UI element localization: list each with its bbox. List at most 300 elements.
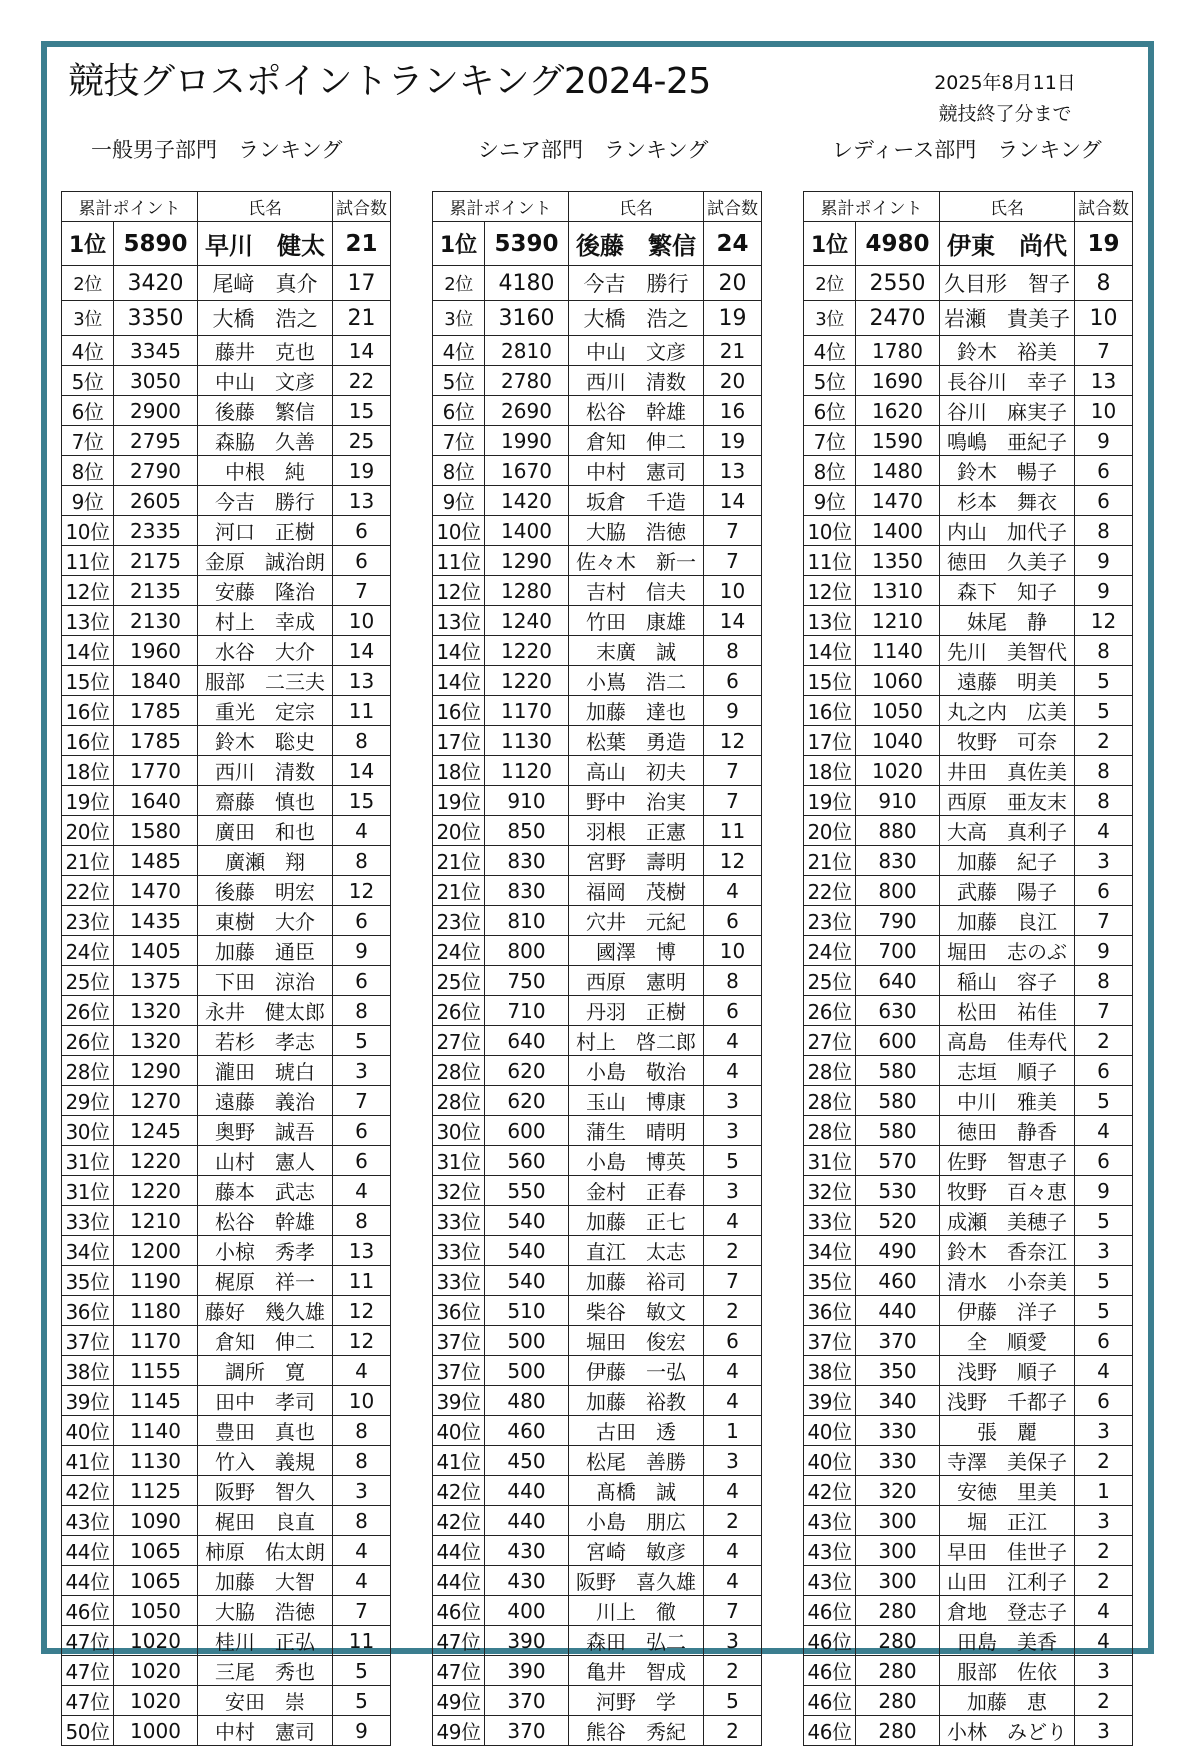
rank-cell: 40位 bbox=[433, 1416, 485, 1446]
points-cell: 300 bbox=[856, 1566, 940, 1596]
points-cell: 280 bbox=[856, 1596, 940, 1626]
rank-cell: 24位 bbox=[433, 936, 485, 966]
name-cell: 小島 朋広 bbox=[569, 1506, 704, 1536]
rank-cell: 15位 bbox=[62, 666, 114, 696]
name-cell: 田中 孝司 bbox=[198, 1386, 333, 1416]
ranking-row bbox=[804, 426, 1133, 456]
points-cell: 1020 bbox=[114, 1656, 198, 1686]
games-cell: 12 bbox=[333, 876, 391, 906]
points-cell: 1320 bbox=[114, 996, 198, 1026]
games-cell: 22 bbox=[333, 366, 391, 396]
points-cell: 2810 bbox=[485, 336, 569, 366]
games-cell: 8 bbox=[333, 726, 391, 756]
rank-cell: 1位 bbox=[62, 222, 114, 266]
general-section-heading: 一般男子部門 ランキング bbox=[91, 138, 343, 162]
name-column-header: 氏名 bbox=[940, 192, 1075, 222]
rank-cell: 33位 bbox=[62, 1206, 114, 1236]
games-cell: 19 bbox=[333, 456, 391, 486]
ranking-row bbox=[433, 1236, 762, 1266]
points-cell: 1220 bbox=[485, 666, 569, 696]
rank-cell: 33位 bbox=[433, 1236, 485, 1266]
points-cell: 1050 bbox=[856, 696, 940, 726]
name-cell: 浅野 千都子 bbox=[940, 1386, 1075, 1416]
points-cell: 2900 bbox=[114, 396, 198, 426]
ranking-row bbox=[433, 1386, 762, 1416]
ranking-row bbox=[433, 266, 762, 301]
rank-cell: 49位 bbox=[433, 1716, 485, 1746]
name-cell: 桂川 正弘 bbox=[198, 1626, 333, 1656]
name-column-header: 氏名 bbox=[569, 192, 704, 222]
rank-cell: 13位 bbox=[804, 606, 856, 636]
points-cell: 430 bbox=[485, 1566, 569, 1596]
points-cell: 1140 bbox=[856, 636, 940, 666]
ladies-section-heading: レディース部門 ランキング bbox=[832, 138, 1102, 162]
points-cell: 560 bbox=[485, 1146, 569, 1176]
name-cell: 加藤 裕教 bbox=[569, 1386, 704, 1416]
games-cell: 3 bbox=[1075, 846, 1133, 876]
ranking-row bbox=[804, 1296, 1133, 1326]
points-cell: 1125 bbox=[114, 1476, 198, 1506]
points-cell: 540 bbox=[485, 1266, 569, 1296]
name-cell: 阪野 智久 bbox=[198, 1476, 333, 1506]
rank-cell: 7位 bbox=[804, 426, 856, 456]
rank-cell: 25位 bbox=[433, 966, 485, 996]
points-cell: 800 bbox=[856, 876, 940, 906]
games-cell: 3 bbox=[333, 1056, 391, 1086]
ranking-row bbox=[804, 366, 1133, 396]
games-cell: 15 bbox=[333, 396, 391, 426]
rank-cell: 25位 bbox=[62, 966, 114, 996]
games-cell: 7 bbox=[333, 1086, 391, 1116]
ranking-row bbox=[62, 1536, 391, 1566]
games-cell: 5 bbox=[1075, 1266, 1133, 1296]
games-cell: 2 bbox=[704, 1716, 762, 1746]
name-cell: 大脇 浩徳 bbox=[569, 516, 704, 546]
ranking-row bbox=[804, 1206, 1133, 1236]
ranking-row bbox=[62, 846, 391, 876]
games-cell: 8 bbox=[333, 1416, 391, 1446]
ranking-row bbox=[62, 726, 391, 756]
rank-cell: 27位 bbox=[804, 1026, 856, 1056]
games-cell: 7 bbox=[704, 756, 762, 786]
ranking-row bbox=[433, 996, 762, 1026]
ranking-row bbox=[62, 1086, 391, 1116]
games-cell: 12 bbox=[333, 1296, 391, 1326]
name-cell: 倉知 伸二 bbox=[198, 1326, 333, 1356]
points-cell: 1155 bbox=[114, 1356, 198, 1386]
name-cell: 梶田 良直 bbox=[198, 1506, 333, 1536]
name-cell: 堀田 志のぶ bbox=[940, 936, 1075, 966]
ranking-row bbox=[433, 301, 762, 336]
ranking-row bbox=[804, 576, 1133, 606]
games-cell: 9 bbox=[333, 936, 391, 966]
games-cell: 8 bbox=[1075, 516, 1133, 546]
name-cell: 倉地 登志子 bbox=[940, 1596, 1075, 1626]
rank-cell: 41位 bbox=[433, 1446, 485, 1476]
name-cell: 清水 小奈美 bbox=[940, 1266, 1075, 1296]
ranking-row bbox=[62, 1446, 391, 1476]
games-cell: 6 bbox=[333, 1146, 391, 1176]
rank-cell: 15位 bbox=[804, 666, 856, 696]
rank-cell: 17位 bbox=[804, 726, 856, 756]
games-cell: 9 bbox=[333, 1716, 391, 1746]
rank-cell: 49位 bbox=[433, 1686, 485, 1716]
name-cell: 鈴木 裕美 bbox=[940, 336, 1075, 366]
name-cell: 杉本 舞衣 bbox=[940, 486, 1075, 516]
games-cell: 4 bbox=[333, 816, 391, 846]
name-cell: 丸之内 広美 bbox=[940, 696, 1075, 726]
points-cell: 1960 bbox=[114, 636, 198, 666]
points-cell: 520 bbox=[856, 1206, 940, 1236]
ranking-row bbox=[62, 816, 391, 846]
games-cell: 11 bbox=[333, 1626, 391, 1656]
ranking-row bbox=[62, 1596, 391, 1626]
points-cell: 300 bbox=[856, 1536, 940, 1566]
rank-cell: 14位 bbox=[433, 666, 485, 696]
ranking-row bbox=[433, 1206, 762, 1236]
ranking-row bbox=[804, 1386, 1133, 1416]
points-cell: 1405 bbox=[114, 936, 198, 966]
rank-cell: 34位 bbox=[804, 1236, 856, 1266]
ranking-row bbox=[804, 486, 1133, 516]
ranking-row bbox=[433, 456, 762, 486]
rank-cell: 21位 bbox=[433, 846, 485, 876]
points-cell: 1485 bbox=[114, 846, 198, 876]
points-cell: 2780 bbox=[485, 366, 569, 396]
ranking-row bbox=[62, 996, 391, 1026]
name-cell: 遠藤 義治 bbox=[198, 1086, 333, 1116]
name-cell: 古田 透 bbox=[569, 1416, 704, 1446]
name-cell: 伊東 尚代 bbox=[940, 222, 1075, 266]
points-cell: 440 bbox=[485, 1506, 569, 1536]
points-cell: 1170 bbox=[114, 1326, 198, 1356]
name-cell: 徳田 静香 bbox=[940, 1116, 1075, 1146]
rank-cell: 11位 bbox=[62, 546, 114, 576]
name-cell: 山村 憲人 bbox=[198, 1146, 333, 1176]
name-cell: 坂倉 千造 bbox=[569, 486, 704, 516]
page-title: 競技グロスポイントランキング2024-25 bbox=[68, 61, 711, 102]
ranking-row bbox=[804, 222, 1133, 266]
ranking-row bbox=[433, 1416, 762, 1446]
points-cell: 1170 bbox=[485, 696, 569, 726]
name-cell: 若杉 孝志 bbox=[198, 1026, 333, 1056]
points-cell: 1020 bbox=[856, 756, 940, 786]
points-cell: 1470 bbox=[114, 876, 198, 906]
rank-cell: 31位 bbox=[62, 1146, 114, 1176]
name-cell: 吉村 信夫 bbox=[569, 576, 704, 606]
games-cell: 16 bbox=[704, 396, 762, 426]
rank-cell: 24位 bbox=[804, 936, 856, 966]
ranking-row bbox=[62, 486, 391, 516]
rank-cell: 43位 bbox=[62, 1506, 114, 1536]
rank-cell: 12位 bbox=[804, 576, 856, 606]
points-cell: 1990 bbox=[485, 426, 569, 456]
name-cell: 先川 美智代 bbox=[940, 636, 1075, 666]
name-cell: 瀧田 琥白 bbox=[198, 1056, 333, 1086]
points-cell: 1580 bbox=[114, 816, 198, 846]
ranking-row bbox=[62, 636, 391, 666]
points-cell: 1040 bbox=[856, 726, 940, 756]
rank-cell: 38位 bbox=[804, 1356, 856, 1386]
name-cell: 堀 正江 bbox=[940, 1506, 1075, 1536]
points-cell: 2550 bbox=[856, 266, 940, 301]
games-cell: 8 bbox=[333, 996, 391, 1026]
ranking-row bbox=[433, 1596, 762, 1626]
games-cell: 10 bbox=[1075, 301, 1133, 336]
games-cell: 19 bbox=[704, 301, 762, 336]
ranking-row bbox=[62, 1566, 391, 1596]
name-cell: 河野 学 bbox=[569, 1686, 704, 1716]
name-cell: 服部 佐依 bbox=[940, 1656, 1075, 1686]
ranking-row bbox=[62, 606, 391, 636]
games-cell: 5 bbox=[1075, 1296, 1133, 1326]
points-cell: 500 bbox=[485, 1326, 569, 1356]
rank-cell: 32位 bbox=[804, 1176, 856, 1206]
games-cell: 7 bbox=[704, 516, 762, 546]
games-cell: 8 bbox=[1075, 756, 1133, 786]
points-cell: 810 bbox=[485, 906, 569, 936]
points-cell: 1220 bbox=[485, 636, 569, 666]
points-cell: 1240 bbox=[485, 606, 569, 636]
games-cell: 4 bbox=[333, 1356, 391, 1386]
points-cell: 1130 bbox=[485, 726, 569, 756]
points-cell: 1050 bbox=[114, 1596, 198, 1626]
games-cell: 2 bbox=[1075, 1566, 1133, 1596]
games-cell: 14 bbox=[333, 636, 391, 666]
rank-cell: 42位 bbox=[433, 1476, 485, 1506]
points-cell: 580 bbox=[856, 1086, 940, 1116]
name-cell: 福岡 茂樹 bbox=[569, 876, 704, 906]
games-cell: 11 bbox=[333, 1266, 391, 1296]
games-cell: 9 bbox=[1075, 936, 1133, 966]
rank-cell: 26位 bbox=[433, 996, 485, 1026]
points-cell: 1190 bbox=[114, 1266, 198, 1296]
rank-cell: 18位 bbox=[804, 756, 856, 786]
name-cell: 加藤 恵 bbox=[940, 1686, 1075, 1716]
name-cell: 大橋 浩之 bbox=[198, 301, 333, 336]
name-cell: 西原 亜友末 bbox=[940, 786, 1075, 816]
ranking-row bbox=[804, 906, 1133, 936]
ranking-row bbox=[62, 1266, 391, 1296]
rank-cell: 47位 bbox=[433, 1626, 485, 1656]
games-cell: 3 bbox=[704, 1116, 762, 1146]
rank-cell: 23位 bbox=[62, 906, 114, 936]
rank-cell: 33位 bbox=[433, 1206, 485, 1236]
points-cell: 390 bbox=[485, 1626, 569, 1656]
name-cell: 奥野 誠吾 bbox=[198, 1116, 333, 1146]
games-cell: 6 bbox=[333, 1116, 391, 1146]
ranking-row bbox=[433, 636, 762, 666]
name-cell: 西川 清数 bbox=[198, 756, 333, 786]
games-cell: 4 bbox=[704, 876, 762, 906]
name-cell: 松谷 幹雄 bbox=[198, 1206, 333, 1236]
rank-cell: 28位 bbox=[804, 1086, 856, 1116]
ranking-row bbox=[433, 336, 762, 366]
points-cell: 1210 bbox=[856, 606, 940, 636]
games-cell: 10 bbox=[1075, 396, 1133, 426]
points-cell: 580 bbox=[856, 1056, 940, 1086]
ranking-row bbox=[804, 546, 1133, 576]
ranking-row bbox=[433, 1626, 762, 1656]
rank-cell: 47位 bbox=[62, 1626, 114, 1656]
points-cell: 830 bbox=[485, 876, 569, 906]
name-cell: 佐野 智恵子 bbox=[940, 1146, 1075, 1176]
ranking-row bbox=[62, 266, 391, 301]
rank-cell: 8位 bbox=[62, 456, 114, 486]
points-cell: 640 bbox=[856, 966, 940, 996]
date-line: 2025年8月11日 bbox=[934, 72, 1076, 94]
games-cell: 5 bbox=[1075, 666, 1133, 696]
name-cell: 内山 加代子 bbox=[940, 516, 1075, 546]
name-cell: 後藤 繁信 bbox=[569, 222, 704, 266]
ranking-row bbox=[62, 1506, 391, 1536]
rank-cell: 2位 bbox=[62, 266, 114, 301]
name-cell: 竹田 康雄 bbox=[569, 606, 704, 636]
games-cell: 2 bbox=[1075, 1686, 1133, 1716]
points-cell: 500 bbox=[485, 1356, 569, 1386]
rank-cell: 11位 bbox=[804, 546, 856, 576]
name-cell: 大橋 浩之 bbox=[569, 301, 704, 336]
points-cell: 1470 bbox=[856, 486, 940, 516]
games-cell: 8 bbox=[333, 1446, 391, 1476]
ranking-row bbox=[433, 876, 762, 906]
ranking-row bbox=[433, 696, 762, 726]
points-cell: 430 bbox=[485, 1536, 569, 1566]
rank-cell: 25位 bbox=[804, 966, 856, 996]
points-cell: 1690 bbox=[856, 366, 940, 396]
rank-cell: 10位 bbox=[62, 516, 114, 546]
ranking-row bbox=[62, 786, 391, 816]
rank-cell: 17位 bbox=[433, 726, 485, 756]
points-cell: 2335 bbox=[114, 516, 198, 546]
games-cell: 10 bbox=[333, 1386, 391, 1416]
name-cell: 國澤 博 bbox=[569, 936, 704, 966]
points-cell: 580 bbox=[856, 1116, 940, 1146]
name-cell: 藤好 幾久雄 bbox=[198, 1296, 333, 1326]
games-cell: 4 bbox=[333, 1566, 391, 1596]
rank-cell: 7位 bbox=[433, 426, 485, 456]
table-header-row bbox=[804, 192, 1133, 222]
games-cell: 4 bbox=[704, 1476, 762, 1506]
ranking-row bbox=[433, 222, 762, 266]
name-cell: 鳴嶋 亜紀子 bbox=[940, 426, 1075, 456]
games-cell: 4 bbox=[704, 1536, 762, 1566]
ranking-row bbox=[804, 396, 1133, 426]
points-cell: 600 bbox=[856, 1026, 940, 1056]
name-cell: 調所 寛 bbox=[198, 1356, 333, 1386]
ranking-row bbox=[433, 1476, 762, 1506]
rank-cell: 22位 bbox=[804, 876, 856, 906]
games-cell: 6 bbox=[333, 516, 391, 546]
name-cell: 中山 文彦 bbox=[198, 366, 333, 396]
rank-cell: 33位 bbox=[433, 1266, 485, 1296]
games-cell: 4 bbox=[333, 1176, 391, 1206]
ranking-row bbox=[433, 1146, 762, 1176]
rank-cell: 47位 bbox=[62, 1686, 114, 1716]
ranking-row bbox=[62, 336, 391, 366]
points-cell: 1130 bbox=[114, 1446, 198, 1476]
name-cell: 亀井 智成 bbox=[569, 1656, 704, 1686]
games-cell: 3 bbox=[704, 1176, 762, 1206]
games-cell: 25 bbox=[333, 426, 391, 456]
name-cell: 中山 文彦 bbox=[569, 336, 704, 366]
name-column-header: 氏名 bbox=[198, 192, 333, 222]
rank-cell: 5位 bbox=[62, 366, 114, 396]
ranking-row bbox=[433, 846, 762, 876]
points-cell: 700 bbox=[856, 936, 940, 966]
name-cell: 森田 弘二 bbox=[569, 1626, 704, 1656]
rank-cell: 47位 bbox=[62, 1656, 114, 1686]
ranking-row bbox=[433, 666, 762, 696]
rank-cell: 46位 bbox=[804, 1716, 856, 1746]
name-cell: 野中 治実 bbox=[569, 786, 704, 816]
rank-cell: 40位 bbox=[804, 1416, 856, 1446]
ranking-row bbox=[62, 1626, 391, 1656]
points-cell: 1020 bbox=[114, 1686, 198, 1716]
points-cell: 1065 bbox=[114, 1536, 198, 1566]
games-cell: 24 bbox=[704, 222, 762, 266]
points-cell: 3160 bbox=[485, 301, 569, 336]
games-cell: 13 bbox=[333, 486, 391, 516]
games-cell: 5 bbox=[1075, 1086, 1133, 1116]
games-cell: 9 bbox=[1075, 1176, 1133, 1206]
points-cell: 330 bbox=[856, 1446, 940, 1476]
games-cell: 6 bbox=[704, 906, 762, 936]
ranking-row bbox=[804, 1716, 1133, 1746]
name-cell: 後藤 明宏 bbox=[198, 876, 333, 906]
points-cell: 280 bbox=[856, 1686, 940, 1716]
ranking-row bbox=[804, 1356, 1133, 1386]
name-cell: 川上 徹 bbox=[569, 1596, 704, 1626]
ranking-row bbox=[433, 966, 762, 996]
name-cell: 倉知 伸二 bbox=[569, 426, 704, 456]
games-cell: 12 bbox=[704, 726, 762, 756]
name-cell: 堀田 俊宏 bbox=[569, 1326, 704, 1356]
points-cell: 400 bbox=[485, 1596, 569, 1626]
name-cell: 今吉 勝行 bbox=[569, 266, 704, 301]
rank-cell: 30位 bbox=[62, 1116, 114, 1146]
rank-cell: 36位 bbox=[62, 1296, 114, 1326]
ranking-row bbox=[433, 1266, 762, 1296]
rank-cell: 44位 bbox=[433, 1536, 485, 1566]
points-cell: 280 bbox=[856, 1626, 940, 1656]
ranking-row bbox=[62, 1236, 391, 1266]
name-cell: 長谷川 幸子 bbox=[940, 366, 1075, 396]
games-cell: 14 bbox=[704, 606, 762, 636]
name-cell: 牧野 百々恵 bbox=[940, 1176, 1075, 1206]
ranking-row bbox=[62, 1656, 391, 1686]
ranking-row bbox=[433, 816, 762, 846]
ranking-row bbox=[62, 366, 391, 396]
name-cell: 後藤 繁信 bbox=[198, 396, 333, 426]
name-cell: 丹羽 正樹 bbox=[569, 996, 704, 1026]
games-cell: 7 bbox=[704, 1266, 762, 1296]
name-cell: 妹尾 静 bbox=[940, 606, 1075, 636]
ranking-row bbox=[433, 1446, 762, 1476]
rank-cell: 4位 bbox=[433, 336, 485, 366]
points-cell: 1840 bbox=[114, 666, 198, 696]
name-cell: 浅野 順子 bbox=[940, 1356, 1075, 1386]
ranking-row bbox=[62, 516, 391, 546]
games-cell: 3 bbox=[1075, 1236, 1133, 1266]
rank-cell: 29位 bbox=[62, 1086, 114, 1116]
name-cell: 大高 真利子 bbox=[940, 816, 1075, 846]
rank-cell: 16位 bbox=[62, 726, 114, 756]
rank-cell: 39位 bbox=[62, 1386, 114, 1416]
ranking-row bbox=[62, 1176, 391, 1206]
name-cell: 高山 初夫 bbox=[569, 756, 704, 786]
games-cell: 2 bbox=[704, 1656, 762, 1686]
